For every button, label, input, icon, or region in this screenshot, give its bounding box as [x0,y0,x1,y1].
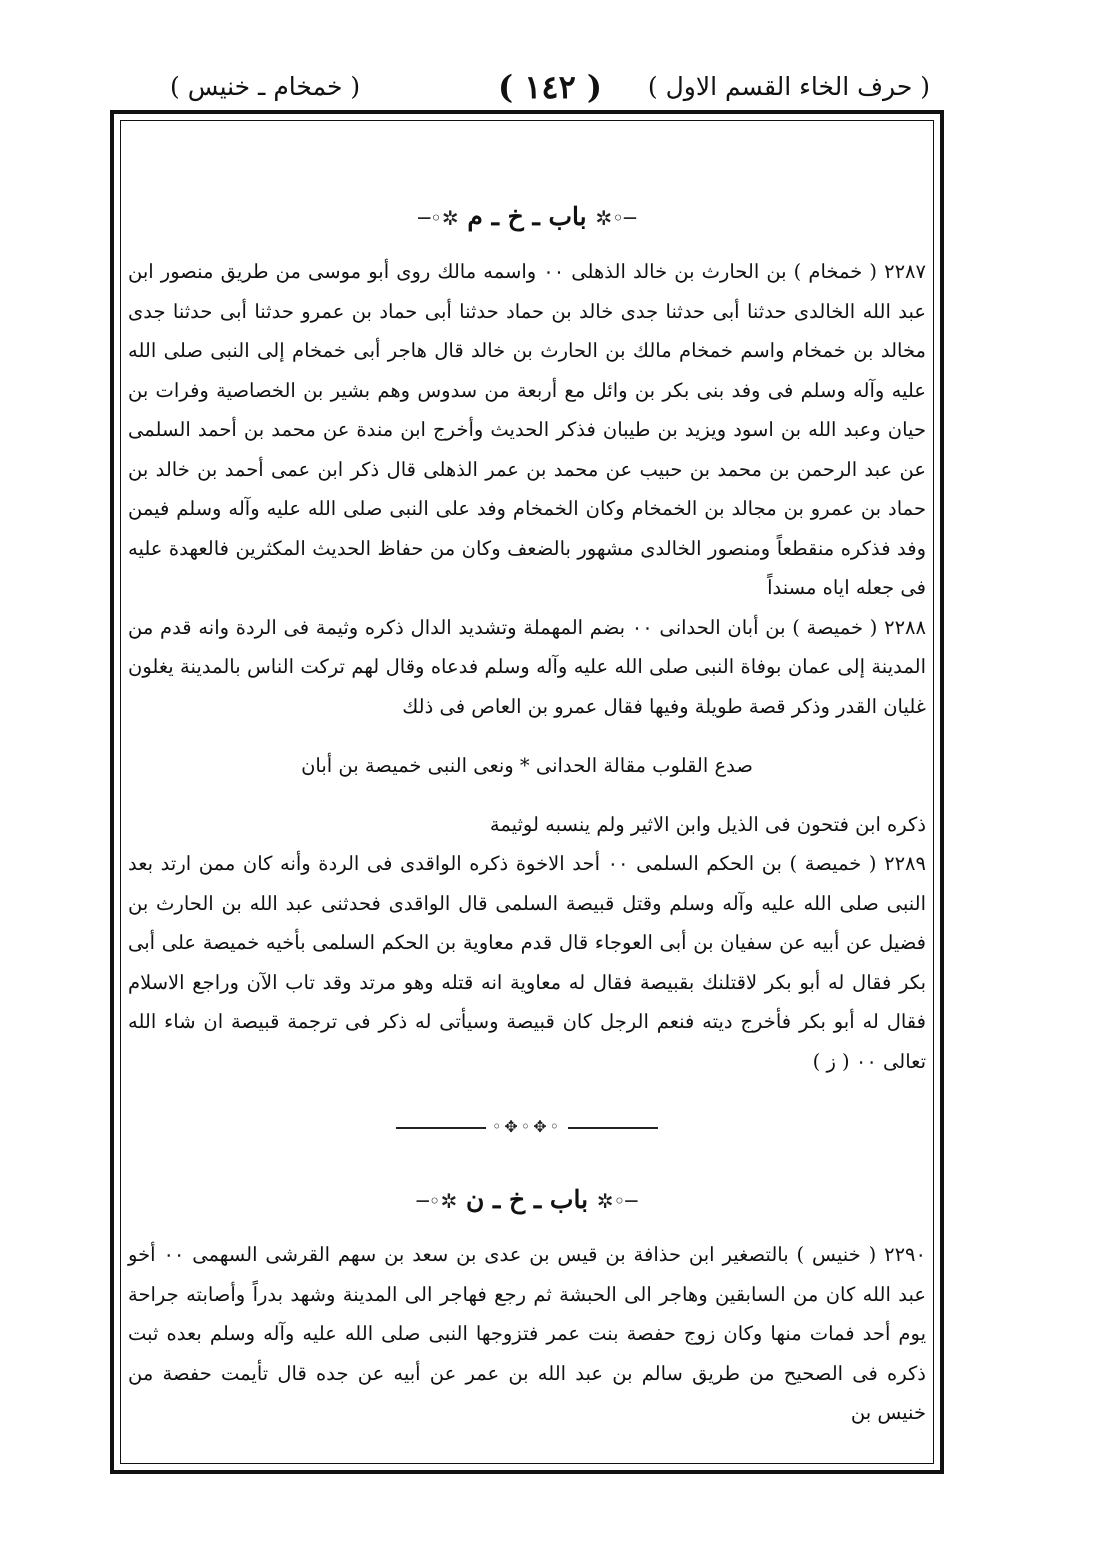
entry-2290: ٢٢٩٠ ( خنيس ) بالتصغير ابن حذافة بن قيس بن عدى بن سعد بن سهم القرشى السهمى ٠٠ أخو عبد الله كان من السابقين وهاجر الى الحبشة ثم رجع فهاجر الى المدينة وشهد بدراً وأصابته جراحة يوم أحد فمات منها وكان زوج حفصة بنت عمر فتزوجها النبى صلى الله عليه وآله وسلم بعده ثبت ذكره فى الصحيح من طريق سالم بن عبد الله بن عمر عن أبيه عن جده قال تأيمت حفصة من خنيس بن [128,1243,926,1424]
entry-2288: ٢٢٨٨ ( خميصة ) بن أبان الحدانى ٠٠ بضم المهملة وتشديد الدال ذكره وثيمة فى الردة وانه قدم من المدينة إلى عمان بوفاة النبى صلى الله عليه وآله وسلم فدعاه وقال لهم تركت الناس بالمدينة يغلون غليان القدر وذكر قصة طويلة وفيها فقال عمرو بن العاص فى ذلك [128,615,926,718]
ornament-icon: ─◦✲ [595,206,636,230]
page-number: ( ١٤٢ ) [497,68,603,106]
section-divider [128,1107,926,1147]
chapter-heading-text: باب ـ خ ـ ن [465,1185,589,1214]
page-header [140,62,960,112]
ornament-icon: ─◦✲ [596,1189,638,1213]
page-body [128,174,926,1433]
entry-2287: ٢٢٨٧ ( خمخام ) بن الحارث بن خالد الذهلى ٠٠ واسمه مالك روى أبو موسى من طريق منصور ابن عبد الله الخالدى حدثنا أبى حدثنا جدى خالد بن حماد حدثنا أبى حماد بن عمرو حدثنا أبى حدثنا جدى مخالد بن خمخام واسم خمخام مالك بن الحارث بن خالد قال هاجر أبى خمخام إلى النبى صلى الله عليه وآله وسلم فى وفد بنى بكر بن وائل مع أربعة من سدوس وهم بشير بن الخصاصية وفرات بن حيان وعبد الله بن اسود ويزيد بن طيبان فذكر الحديث وأخرج ابن مندة عن محمد بن أحمد السلمى عن عبد الرحمن بن محمد بن حبيب عن محمد بن عمر الذهلى قال ذكر ابن عمى أحمد بن خالد بن حماد بن عمرو بن مجالد بن الخمخام وكان الخمخام وفد على النبى صلى الله عليه وآله وسلم فيمن وفد فذكره منقطعاً ومنصور الخالدى مشهور بالضعف وكان من حفاظ الحديث المكثرين فالعهدة عليه فى جعله اياه مسنداً [128,260,926,599]
chapter-heading-kh-n [128,1165,926,1235]
page-frame [110,110,944,1474]
divider-ornament-icon: ◦✥◦✥◦ [491,1117,563,1136]
chapter-heading-kh-m [128,182,926,252]
running-title: ( حرف الخاء القسم الاول ) [647,72,930,101]
running-entry-range: ( خمخام ـ خنيس ) [170,72,361,101]
ornament-icon: ✲◦─ [418,206,459,230]
poem-verse: صدع القلوب مقالة الحدانى * ونعى النبى خميصة بن أبان [301,753,753,777]
entry-2289: ٢٢٨٩ ( خميصة ) بن الحكم السلمى ٠٠ أحد الاخوة ذكره الواقدى فى الردة وأنه كان ممن ارتد بعد النبى صلى الله عليه وآله وسلم وقتل قبيصة السلمى قال الواقدى فحدثنى عبد الله بن الحارث بن فضيل عن أبيه عن سفيان بن أبى العوجاء قال قدم معاوية بن الحكم السلمى بأخيه خميصة على أبى بكر فقال له أبو بكر لاقتلنك بقبيصة فقال له معاوية انه قتله وهو مرتد وقد تاب الآن وراجع الاسلام فقال له أبو بكر فأخرج ديته فنعم الرجل كان قبيصة وسيأتى له ذكر فى ترجمة قبيصة ان شاء الله تعالى ٠٠ ( ز ) [128,852,926,1073]
ornament-icon: ✲◦─ [416,1189,458,1213]
entry-2288-note: ذكره ابن فتحون فى الذيل وابن الاثير ولم ينسبه لوثيمة [489,812,926,836]
divider-rule [568,1127,658,1129]
divider-rule [396,1127,486,1129]
chapter-heading-text: باب ـ خ ـ م [467,202,587,231]
